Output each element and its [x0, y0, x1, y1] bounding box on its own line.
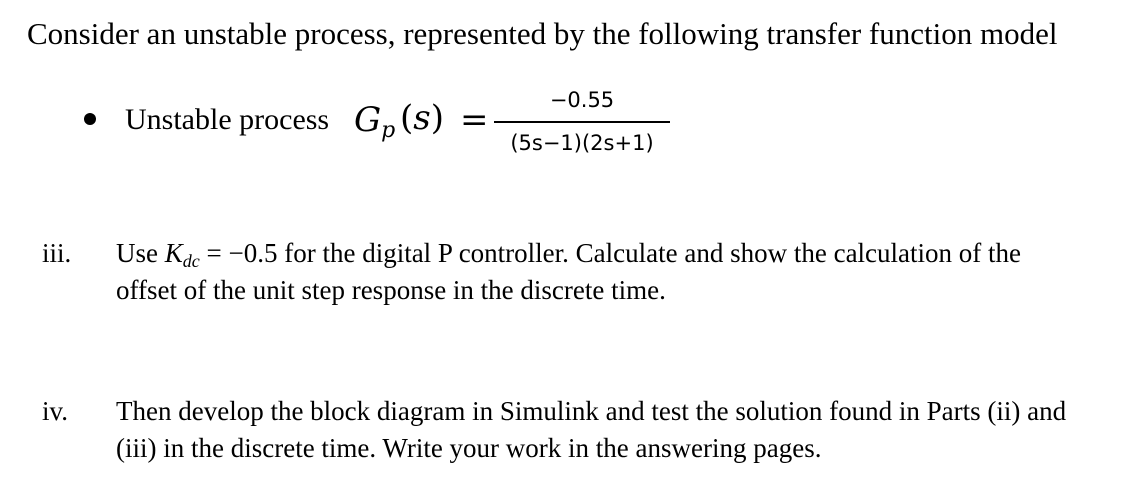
item-number: iv. — [42, 396, 68, 426]
equals-sign: = — [460, 100, 489, 140]
transfer-function-argument: (s) — [400, 98, 444, 138]
item-line-2: (iii) in the discrete time. Write your work in the answering pages. — [116, 433, 822, 463]
fraction-bar — [494, 121, 670, 123]
item-line-1: Use $K_{dc} = -0.5$ for the digital P controller. Calculate and show the calculation of the — [116, 238, 1021, 271]
k-dc-symbol: $K_{dc}$ — [164, 238, 200, 271]
fraction-denominator: (5s−1)(2s+1) — [510, 131, 654, 155]
intro-sentence: Consider an unstable process, represented by the following transfer function model — [27, 16, 1058, 51]
fraction-numerator: −0.55 — [549, 88, 615, 112]
transfer-function-subscript: p — [381, 118, 396, 143]
item-number: iii. — [42, 238, 72, 268]
item-line-1: Then develop the block diagram in Simulink and test the solution found in Parts (ii) and — [116, 396, 1067, 426]
transfer-function-symbol: $G_p$ — [354, 100, 396, 143]
bullet-label: Unstable process — [125, 103, 330, 136]
item-line-2: offset of the unit step response in the discrete time. — [116, 275, 666, 305]
bullet-icon — [84, 113, 96, 125]
